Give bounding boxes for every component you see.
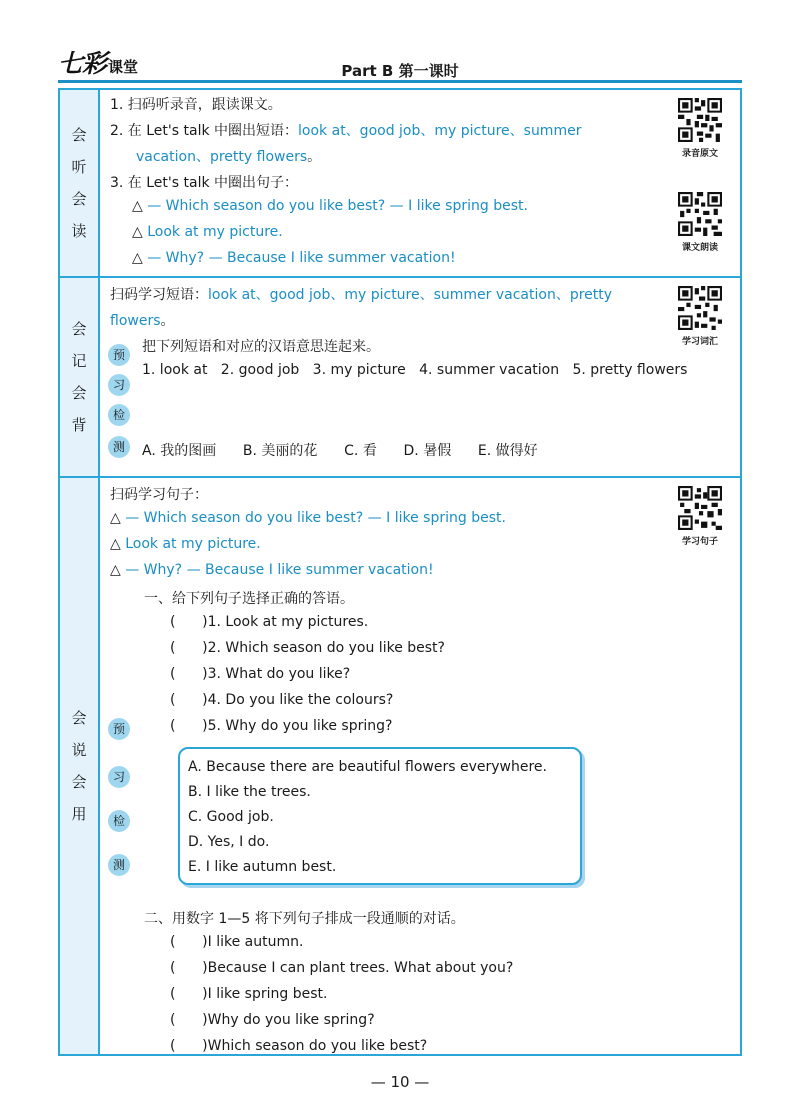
answer-option: A. Because there are beautiful flowers everywhere. (188, 759, 547, 775)
qr-caption: 学习词汇 (681, 337, 718, 347)
punct: 。 (160, 313, 175, 329)
label-char: 读 (71, 222, 87, 240)
sentence-line (110, 510, 506, 526)
phrase-list: look at、good job、my picture、summer (298, 123, 582, 139)
triangle-icon: △ (110, 510, 121, 526)
badge-preview: 检 (108, 404, 130, 426)
answer-option: E. I like autumn best. (188, 859, 337, 875)
question-item: ( )1. Look at my pictures. (170, 614, 369, 630)
part2-title: 二、用数字 1—5 将下列句子排成一段通顺的对话。 (144, 911, 465, 927)
punct: 。 (307, 149, 322, 165)
triangle-icon: △ (132, 250, 143, 266)
triangle-icon: △ (110, 536, 121, 552)
instruction-2-text: 2. 在 Let's talk 中圈出短语： (110, 123, 299, 139)
sentence-line (132, 250, 456, 266)
dialogue-item: ( )Because I can plant trees. What about you? (170, 960, 514, 976)
match-instruction: 把下列短语和对应的汉语意思连起来。 (142, 339, 380, 355)
section-label (60, 90, 100, 276)
question-item: ( )2. Which season do you like best? (170, 640, 445, 656)
phrase-list-cont: flowers (110, 313, 161, 329)
section-label (60, 478, 100, 1054)
brand-logo-text: 七彩 (58, 49, 107, 78)
question-item: ( )5. Why do you like spring? (170, 718, 393, 734)
sentence-line (132, 224, 283, 240)
label-char: 会 (71, 384, 87, 402)
meaning-items: A. 我的图画 B. 美丽的花 C. 看 D. 暑假 E. 做得好 (142, 443, 538, 459)
qr-code-icon[interactable] (678, 192, 722, 236)
label-char: 会 (71, 126, 87, 144)
part1-title: 一、给下列句子选择正确的答语。 (144, 591, 354, 607)
instruction-2-cont (136, 146, 321, 166)
label-char: 会 (71, 709, 87, 727)
section-listen-read (60, 90, 740, 278)
brand-logo-sub: 课堂 (108, 58, 139, 76)
sentence-text: Look at my picture. (147, 224, 283, 240)
answer-option: D. Yes, I do. (188, 834, 270, 850)
page-title: Part B 第一课时 (341, 62, 459, 80)
answer-option: B. I like the trees. (188, 784, 311, 800)
qr-code-icon[interactable] (678, 286, 722, 330)
qr-caption: 课文朗读 (681, 243, 718, 253)
phrase-list: look at、good job、my picture、summer vacation、pretty (208, 287, 613, 303)
sentence-line (110, 562, 434, 578)
phrase-intro-text: 扫码学习短语： (110, 287, 208, 303)
phrase-intro-cont (110, 310, 175, 330)
sentence-text: — Why? — Because I like summer vacation! (125, 562, 434, 578)
badge-preview: 预 (108, 718, 130, 740)
dialogue-item: ( )Which season do you like best? (170, 1038, 428, 1054)
qr-code-icon[interactable] (678, 486, 722, 530)
triangle-icon: △ (132, 224, 143, 240)
phrase-items: 1. look at 2. good job 3. my picture 4. summer vacation 5. pretty flowers (142, 362, 688, 378)
label-char: 会 (71, 320, 87, 338)
section-label (60, 278, 100, 476)
sentence-text: Look at my picture. (125, 536, 261, 552)
instruction-3: 3. 在 Let's talk 中圈出句子： (110, 175, 299, 191)
question-item: ( )3. What do you like? (170, 666, 351, 682)
badge-preview: 测 (108, 436, 130, 458)
label-char: 记 (71, 352, 87, 370)
qr-caption: 学习句子 (681, 537, 718, 547)
section-memorize (60, 278, 740, 478)
sentence-line (110, 536, 261, 552)
triangle-icon: △ (110, 562, 121, 578)
sentence-text: — Which season do you like best? — I like spring best. (125, 510, 506, 526)
badge-preview: 习 (108, 374, 130, 396)
label-char: 听 (71, 158, 87, 176)
instruction-2 (110, 120, 581, 140)
label-char: 会 (71, 190, 87, 208)
badge-preview: 测 (108, 854, 130, 876)
qr-code-icon[interactable] (678, 98, 722, 142)
sentence-intro: 扫码学习句子： (110, 487, 208, 503)
dialogue-item: ( )I like spring best. (170, 986, 328, 1002)
dialogue-item: ( )Why do you like spring? (170, 1012, 375, 1028)
answer-option: C. Good job. (188, 809, 274, 825)
worksheet-table (58, 88, 742, 1056)
label-char: 用 (71, 805, 87, 823)
header-divider (58, 80, 742, 83)
badge-preview: 预 (108, 344, 130, 366)
label-char: 背 (71, 416, 87, 434)
badge-preview: 检 (108, 810, 130, 832)
answer-options-box (178, 747, 582, 885)
label-char: 会 (71, 773, 87, 791)
instruction-1: 1. 扫码听录音，跟读课文。 (110, 97, 282, 113)
sentence-text: — Which season do you like best? — I like spring best. (147, 198, 528, 214)
phrase-list-cont: vacation、pretty flowers (136, 149, 308, 165)
dialogue-item: ( )I like autumn. (170, 934, 304, 950)
question-item: ( )4. Do you like the colours? (170, 692, 394, 708)
sentence-text: — Why? — Because I like summer vacation! (147, 250, 456, 266)
qr-caption: 录音原文 (681, 149, 718, 159)
page-number: — 10 — (370, 1073, 430, 1091)
triangle-icon: △ (132, 198, 143, 214)
phrase-intro (110, 284, 612, 304)
label-char: 说 (71, 741, 87, 759)
badge-preview: 习 (108, 766, 130, 788)
sentence-line (132, 198, 528, 214)
